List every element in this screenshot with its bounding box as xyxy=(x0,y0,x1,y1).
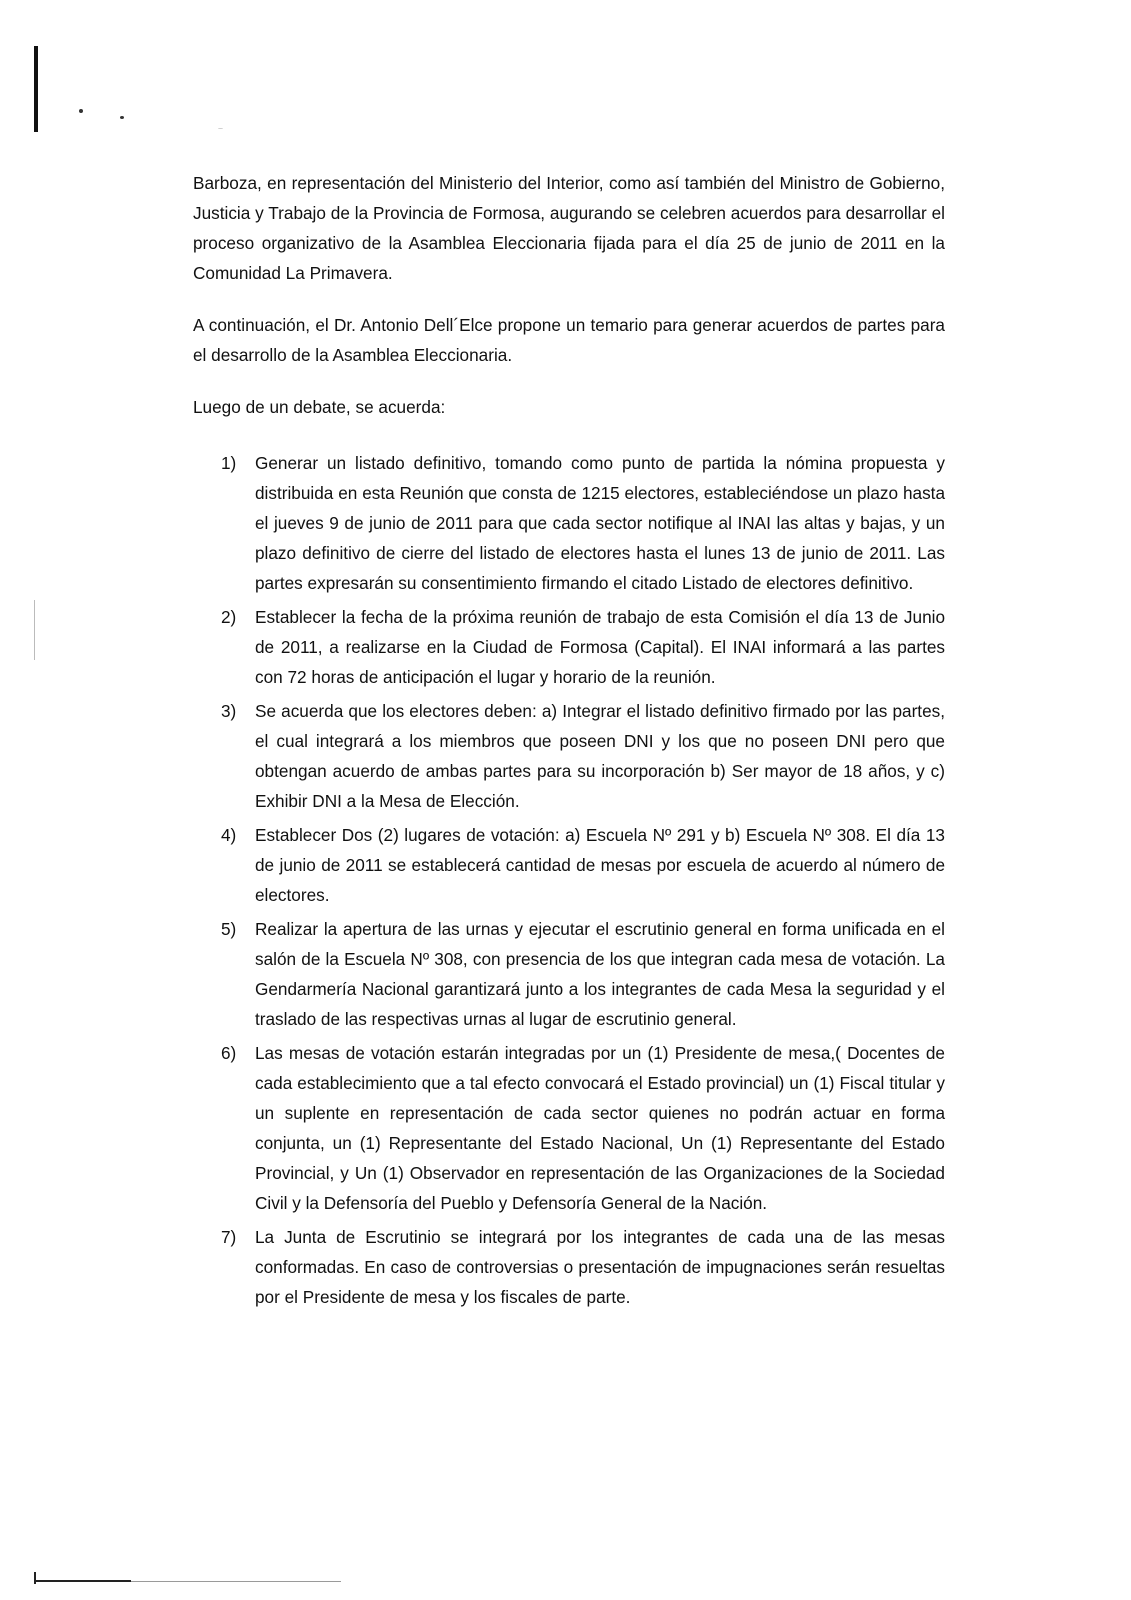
item-number: 6) xyxy=(221,1043,237,1063)
item-number: 4) xyxy=(221,825,237,845)
paragraph: Luego de un debate, se acuerda: xyxy=(193,397,446,417)
item-text: Realizar la apertura de las urnas y ejecutar el escrutinio general en forma unificada en el salón de la Escuela Nº 308, con presencia de los que integran cada mesa de votación. La Gendarmería Nacional garantizará junto a los integrantes de cada Mesa la seguridad y el traslado de las respectivas urnas al lugar de escrutinio general. xyxy=(255,919,945,1029)
item-number: 7) xyxy=(221,1227,237,1247)
item-text: La Junta de Escrutinio se integrará por los integrantes de cada una de las mesas conformadas. En caso de controversias o presentación de impugnaciones serán resueltas por el Presidente de mesa y los fiscales de parte. xyxy=(255,1227,945,1307)
scan-edge-mark xyxy=(36,1580,131,1582)
item-text: Generar un listado definitivo, tomando como punto de partida la nómina propuesta y distribuida en esta Reunión que consta de 1215 electores, estableciéndose un plazo hasta el jueves 9 de junio de 2011 para que cada sector notifique al INAI las altas y bajas, y un plazo definitivo de cierre del listado de electores hasta el lunes 13 de junio de 2011. Las partes expresarán su consentimiento firmando el citado Listado de electores definitivo. xyxy=(255,453,945,593)
scan-speck xyxy=(218,128,223,129)
item-number: 5) xyxy=(221,919,237,939)
scan-edge-mark xyxy=(131,1581,341,1582)
item-number: 2) xyxy=(221,607,237,627)
scan-edge-mark xyxy=(34,46,38,132)
item-text: Establecer la fecha de la próxima reunión de trabajo de esta Comisión el día 13 de Junio de 2011, a realizarse en la Ciudad de Formosa (Capital). El INAI informará a las partes con 72 horas de anticipación el lugar y horario de la reunión. xyxy=(255,607,945,687)
paragraph: Barboza, en representación del Ministerio del Interior, como así también del Ministro de Gobierno, Justicia y Trabajo de la Provincia de Formosa, augurando se celebren acuerdos para desarrollar el proceso organizativo de la Asamblea Eleccionaria fijada para el día 25 de junio de 2011 en la Comunidad La Primavera. xyxy=(193,173,945,283)
item-text: Se acuerda que los electores deben: a) Integrar el listado definitivo firmado por las partes, el cual integrará a los miembros que poseen DNI y los que no poseen DNI pero que obtengan acuerdo de ambas partes para su incorporación b) Ser mayor de 18 años, y c) Exhibir DNI a la Mesa de Elección. xyxy=(255,701,945,811)
list-item xyxy=(193,448,945,598)
scan-speck xyxy=(120,116,124,119)
scan-edge-mark xyxy=(34,1572,36,1584)
item-number: 3) xyxy=(221,701,237,721)
list-item xyxy=(193,1038,945,1218)
list-item xyxy=(193,1222,945,1312)
list-item xyxy=(193,820,945,910)
list-item xyxy=(193,914,945,1034)
scan-edge-mark xyxy=(34,600,35,660)
item-text: Establecer Dos (2) lugares de votación: a) Escuela Nº 291 y b) Escuela Nº 308. El día 13 de junio de 2011 se establecerá cantidad de mesas por escuela de acuerdo al número de electores. xyxy=(255,825,945,905)
paragraph: A continuación, el Dr. Antonio Dell´Elce propone un temario para generar acuerdos de partes para el desarrollo de la Asamblea Eleccionaria. xyxy=(193,315,945,365)
item-number: 1) xyxy=(221,453,237,473)
agreement-list xyxy=(193,448,945,1312)
document-body xyxy=(193,168,945,1316)
list-item xyxy=(193,602,945,692)
list-item xyxy=(193,696,945,816)
scan-speck xyxy=(79,109,83,113)
item-text: Las mesas de votación estarán integradas por un (1) Presidente de mesa,( Docentes de cada establecimiento que a tal efecto convocará el Estado provincial) un (1) Fiscal titular y un suplente en representación de cada sector quienes no podrán actuar en forma conjunta, un (1) Representante del Estado Nacional, Un (1) Representante del Estado Provincial, y Un (1) Observador en representación de las Organizaciones de la Sociedad Civil y la Defensoría del Pueblo y Defensoría General de la Nación. xyxy=(255,1043,945,1213)
